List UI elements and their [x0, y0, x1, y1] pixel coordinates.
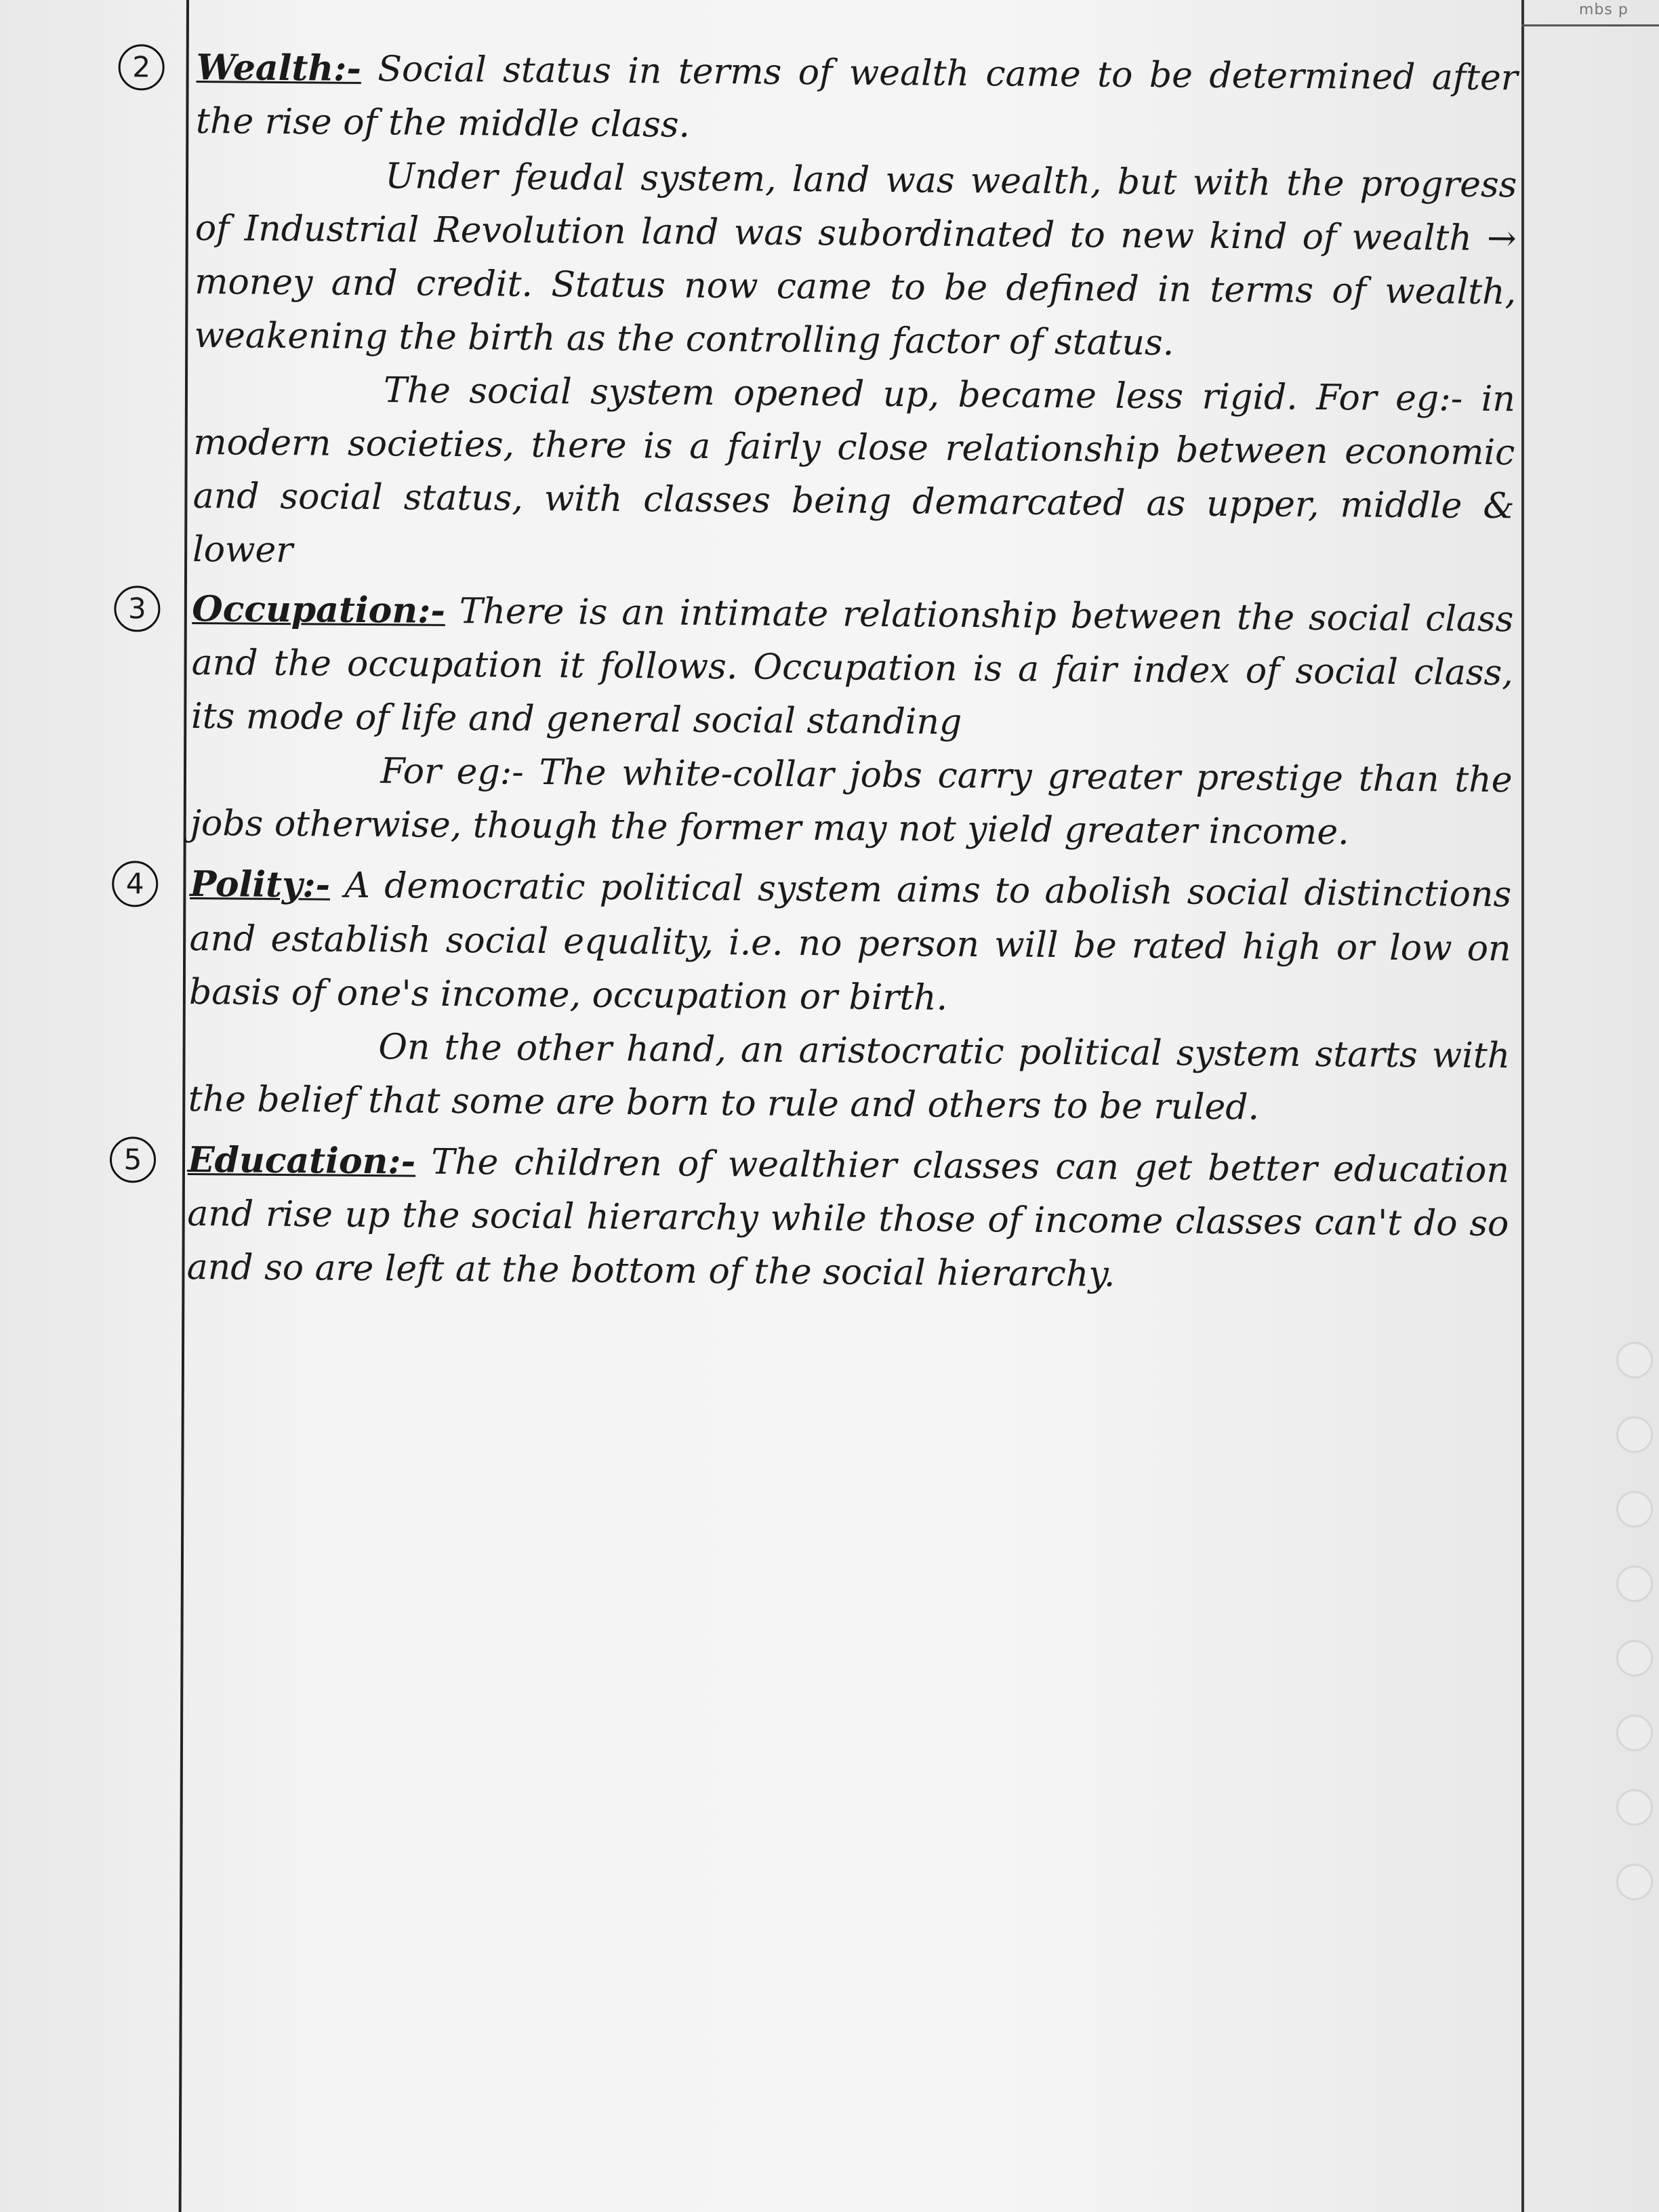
section-paragraph: For eg:- The white-collar jobs carry greater prestige than the jobs otherwise, though the former may not yield greater income. [190, 751, 1513, 853]
binding-hole [1616, 1864, 1653, 1900]
right-margin-line [1521, 0, 1524, 2212]
binding-hole [1616, 1789, 1653, 1826]
paragraph-text: There is an intimate relationship between the social class and the occupation it follows. Occupation is a fair index of social class, its mode of life and general social standing [190, 591, 1514, 743]
section-heading: Education:- [187, 1139, 416, 1183]
paragraph-text: A democratic political system aims to abolish social distinctions and establish social equality, i.e. no person will be rated high or low on basis of one's income, occupation or birth. [188, 865, 1512, 1019]
corner-label: mbs p [1579, 1, 1629, 18]
binding-holes [1616, 1342, 1657, 1965]
top-rule [1521, 24, 1659, 26]
section-number: 3 [114, 586, 161, 632]
section-number: 4 [112, 861, 159, 908]
section-polity [125, 857, 1512, 1136]
binding-hole [1616, 1715, 1653, 1751]
section-paragraph [189, 857, 1512, 1029]
section-heading: Occupation:- [192, 588, 446, 632]
binding-hole [1616, 1565, 1653, 1602]
section-education [123, 1133, 1510, 1305]
section-paragraph: The social system opened up, became less rigid. For eg:- in modern societies, there is a fairly close relationship between economic and social status, with classes being demarcated as upper, middle & lower [192, 370, 1516, 571]
binding-hole [1616, 1416, 1653, 1453]
paragraph-text: Social status in terms of wealth came to be determined after the rise of the middle class. [195, 49, 1518, 146]
section-occupation [127, 582, 1514, 861]
paragraph-text: The children of wealthier classes can get better education and rise up the social hierarchy while those of income classes can't do so and so are left at the bottom of the social hierarchy. [186, 1141, 1510, 1295]
handwritten-notes [123, 41, 1518, 1307]
section-number: 5 [110, 1136, 157, 1183]
section-paragraph [191, 582, 1514, 754]
binding-hole [1616, 1342, 1653, 1378]
section-paragraph: On the other hand, an aristocratic political system starts with the belief that some are born to rule and others to be ruled. [188, 1026, 1511, 1128]
section-heading: Polity:- [189, 863, 331, 907]
section-paragraph [186, 1133, 1509, 1305]
section-paragraph [196, 41, 1518, 159]
section-number: 2 [118, 44, 165, 91]
section-heading: Wealth:- [196, 46, 362, 89]
binding-hole [1616, 1491, 1653, 1528]
binding-hole [1616, 1640, 1653, 1677]
section-paragraph: Under feudal system, land was wealth, but with the progress of Industrial Revolution land was subordinated to new kind of wealth → money and credit. Status now came to be defined in terms of wealth, weakening the birth as the controlling factor of status. [194, 156, 1517, 364]
section-wealth [132, 41, 1518, 588]
